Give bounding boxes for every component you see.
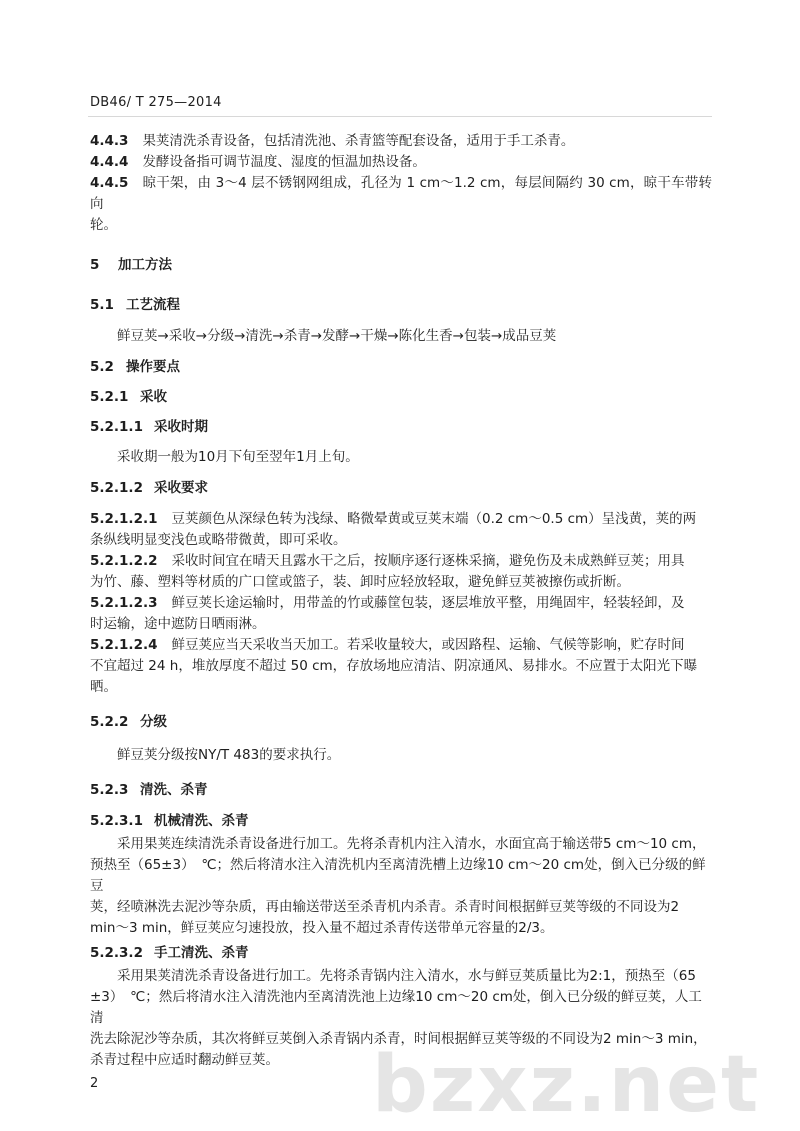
text-line: 预热至（65±3） ℃；然后将清水注入清洗机内至离清洗槽上边缘10 cm～20 cm处，倒入已分级的鲜豆 (90, 857, 706, 894)
section-number: 5.2.1.2 (90, 480, 143, 496)
page-number: 2 (90, 1076, 99, 1091)
clause-number: 4.4.3 (90, 133, 129, 149)
clause-4-4-4 (90, 152, 712, 173)
section-title: 工艺流程 (126, 297, 180, 313)
section-number: 5.2.2 (90, 714, 129, 730)
section-title: 操作要点 (126, 359, 180, 375)
clause-5-2-1-2-4 (90, 635, 712, 698)
section-5-1-heading (90, 295, 712, 316)
clause-4-4-5 (90, 173, 712, 236)
process-flow: 鲜豆荚→采收→分级→清洗→杀青→发酵→干燥→陈化生香→包装→成品豆荚 (117, 328, 557, 344)
clause-text: 发酵设备指可调节温度、湿度的恒温加热设备。 (142, 154, 426, 170)
header-rule (88, 116, 712, 117)
text-line: 采用果荚清洗杀青设备进行加工。先将杀青锅内注入清水，水与鲜豆荚质量比为2:1，预热至（65 (117, 968, 696, 984)
text-line: 荚，经喷淋洗去泥沙等杂质，再由输送带送至杀青机内杀青。杀青时间根据鲜豆荚等级的不同设为2 (90, 899, 680, 915)
section-number: 5.1 (90, 297, 114, 313)
clause-text-line-1: 采收时间宜在晴天且露水干之后，按顺序逐行逐株采摘，避免伤及未成熟鲜豆荚；用具 (171, 553, 685, 569)
section-5-heading (90, 255, 712, 276)
clause-text: 果荚清洗杀青设备，包括清洗池、杀青篮等配套设备，适用于手工杀青。 (142, 133, 575, 149)
clause-number: 5.2.1.2.1 (90, 511, 158, 527)
clause-text-line-2: 轮。 (90, 217, 117, 233)
clause-text-line-1: 晾干架，由 3～4 层不锈钢网组成，孔径为 1 cm～1.2 cm，每层间隔约 30 cm，晾干车带转向 (90, 175, 712, 212)
clause-text-line-2: 不宜超过 24 h，堆放厚度不超过 50 cm，存放场地应清洁、阴凉通风、易排水。不应置于太阳光下曝 (90, 658, 698, 674)
clause-text-line-3: 晒。 (90, 679, 117, 695)
text-line: min～3 min，鲜豆荚应匀速投放，投入量不超过杀青传送带单元容量的2/3。 (90, 920, 554, 936)
watermark: bzxz.net (372, 1040, 761, 1130)
clause-text-line-2: 条纵线明显变浅色或略带微黄，即可采收。 (90, 532, 347, 548)
section-title: 分级 (140, 714, 167, 730)
section-number: 5.2.1 (90, 389, 129, 405)
section-title: 加工方法 (118, 257, 172, 273)
section-number: 5 (90, 257, 100, 273)
section-5-2-1-1-heading (90, 417, 712, 438)
section-title: 手工清洗、杀青 (154, 945, 249, 961)
clause-text-line-1: 鲜豆荚长途运输时，用带盖的竹或藤筐包装，逐层堆放平整，用绳固牢，轻装轻卸，及 (171, 595, 685, 611)
page-content (90, 131, 712, 1071)
harvest-period-text: 采收期一般为10月下旬至翌年1月上旬。 (117, 449, 359, 465)
section-title: 机械清洗、杀青 (154, 813, 249, 829)
text-line: 采用果荚连续清洗杀青设备进行加工。先将杀青机内注入清水，水面宜高于输送带5 cm～10 cm， (117, 836, 706, 852)
clause-number: 4.4.5 (90, 175, 129, 191)
section-5-2-heading (90, 357, 712, 378)
section-5-2-2-heading (90, 712, 712, 733)
clause-text-line-1: 鲜豆荚应当天采收当天加工。若采收量较大，或因路程、运输、气候等影响，贮存时间 (171, 637, 685, 653)
section-5-2-3-1-heading (90, 811, 712, 832)
section-title: 采收要求 (154, 480, 208, 496)
clause-5-2-1-2-1 (90, 509, 712, 551)
text-line: ±3） ℃；然后将清水注入清洗池内至离清洗池上边缘10 cm～20 cm处，倒入已分级的鲜豆荚，人工清 (90, 989, 702, 1026)
clause-text-line-2: 为竹、藤、塑料等材质的广口筐或篮子，装、卸时应轻放轻取，避免鲜豆荚被擦伤或折断。 (90, 574, 630, 590)
standard-code-header: DB46/ T 275—2014 (90, 95, 222, 110)
section-5-2-3-2-heading (90, 943, 712, 964)
clause-5-2-1-2-3 (90, 593, 712, 635)
grading-text: 鲜豆荚分级按NY/T 483的要求执行。 (117, 747, 341, 763)
section-title: 采收时期 (154, 419, 208, 435)
clause-5-2-1-2-2 (90, 551, 712, 593)
section-number: 5.2.3.2 (90, 945, 143, 961)
section-5-2-1-heading (90, 387, 712, 408)
clause-number: 4.4.4 (90, 154, 129, 170)
clause-4-4-3 (90, 131, 712, 152)
machine-process-text (90, 834, 712, 939)
section-number: 5.2 (90, 359, 114, 375)
clause-text-line-2: 时运输，途中遮防日晒雨淋。 (90, 616, 266, 632)
section-number: 5.2.3 (90, 782, 129, 798)
clause-number: 5.2.1.2.4 (90, 637, 158, 653)
section-number: 5.2.1.1 (90, 419, 143, 435)
section-5-2-1-2-heading (90, 478, 712, 499)
section-5-2-3-heading (90, 780, 712, 801)
clause-number: 5.2.1.2.2 (90, 553, 158, 569)
clause-number: 5.2.1.2.3 (90, 595, 158, 611)
section-title: 采收 (140, 389, 167, 405)
section-title: 清洗、杀青 (140, 782, 208, 798)
text-line: 杀青过程中应适时翻动鲜豆荚。 (90, 1052, 279, 1068)
clause-text-line-1: 豆荚颜色从深绿色转为浅绿、略微晕黄或豆荚末端（0.2 cm～0.5 cm）呈浅黄，荚的两 (171, 511, 697, 527)
section-number: 5.2.3.1 (90, 813, 143, 829)
text-line: 洗去除泥沙等杂质，其次将鲜豆荚倒入杀青锅内杀青，时间根据鲜豆荚等级的不同设为2 min～3 min， (90, 1031, 707, 1047)
